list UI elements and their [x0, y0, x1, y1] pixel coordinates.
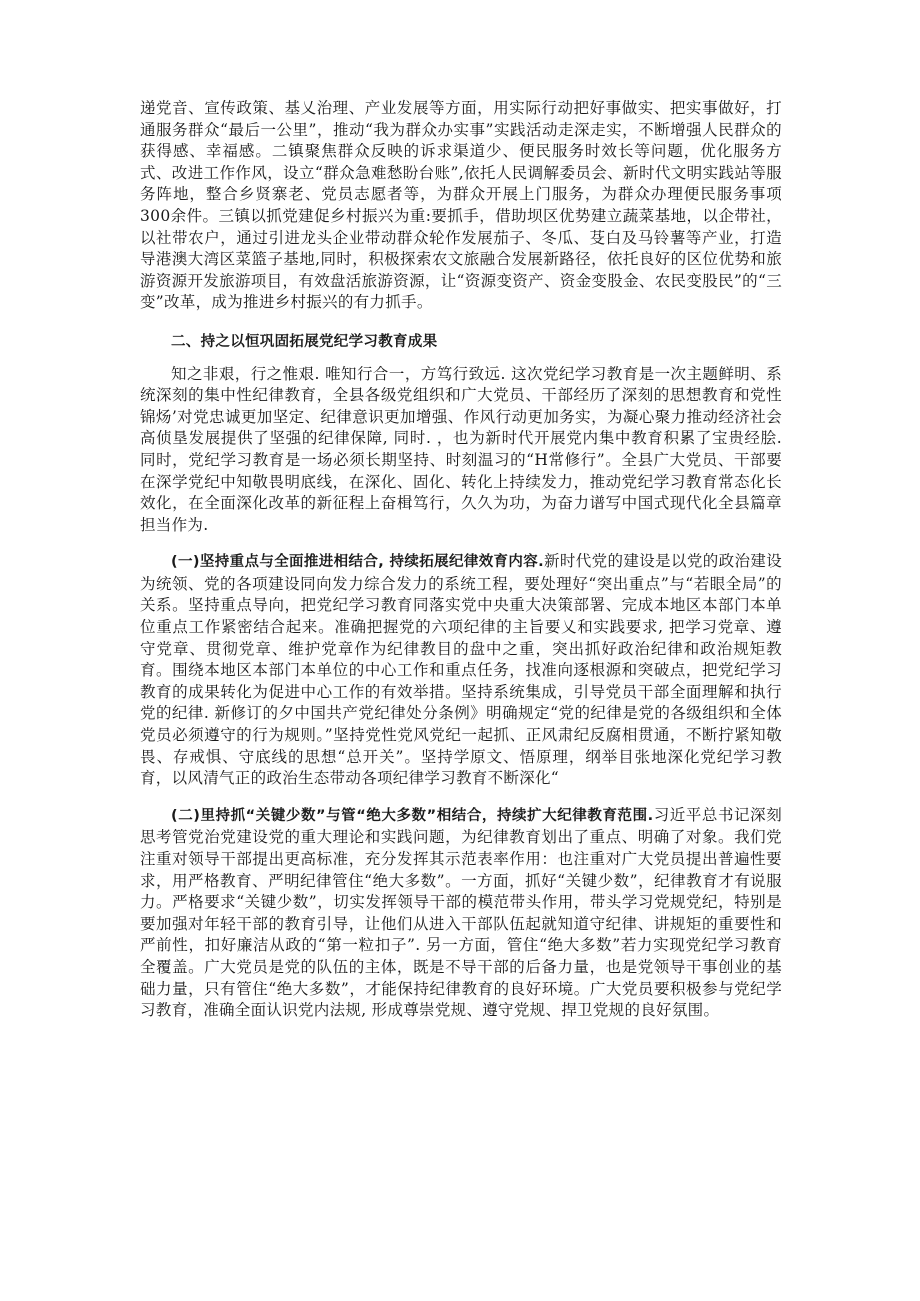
paragraph-subsection-two: [140, 805, 782, 1022]
subsection-two-heading: (二)里持抓“关键少数”与管“绝大多数”相结合，持续扩大纪律教育范围.: [171, 807, 654, 824]
subsection-two-body: 习近平总书记深刻思考管党治党建设党的重大理论和实践问题，为纪律教育划出了重点、明确了对象。我们党注重对领导干部提出更高标准，充分发挥其示范表率作用：也注重对广大党员提出普遍性要求，用严格教育、严明纪律管住“绝大多数”。一方面，抓好“关键少数”，纪律教育才有说服力。严格要求“关键少数”，切实发挥领导干部的模范带头作用，带头学习党规党纪，特别是要加强对年轻干部的教育引导，让他们从进入干部队伍起就知道守纪律、讲规矩的重要性和严前性，扣好廉洁从政的“第一粒扣子”. 另一方面，管住“绝大多数”若力实现党纪学习教育全覆盖。广大党员是党的队伍的主体，既是不导干部的后备力量，也是党领导干事创业的基础力量，只有管住“绝大多数”，才能保持纪律教育的良好环境。广大党员要积极参与党纪学习教育，准确全面认识党内法规, 形成尊崇党规、遵守党规、捍卫党规的良好氛围。: [140, 805, 782, 1020]
paragraph-party-discipline-intro: 知之非艰，行之惟艰. 唯知行合一，方笃行致远. 这次党纪学习教育是一次主题鲜明、系统深刻的集中性纪律教育，全县各级党组织和广大党员、干部经历了深刻的思想教育和党性锦炀’对党忠诚更加坚定、纪律意识更加增强、作风行动更加务实，为凝心聚力推动经济社会高侦垦发展提供了坚强的纪律保障, 同时. ，也为新时代开展党内集中教育积累了宝贵经脍. 同时，党纪学习教育是一场必须长期坚持、时刻温习的“H常修行”。全县广大党员、干部要在深学党纪中知敬畏明底线，在深化、固化、转化上持续发力，推动党纪学习教育常态化长效化，在全面深化改革的新征程上奋楫笃行，久久为功，为奋力谱写中国式现代化全县篇章担当作为.: [140, 364, 782, 534]
document-page: [140, 98, 782, 1022]
section-heading-two: 二、持之以恒巩固拓展党纪学习教育成果: [171, 333, 438, 350]
paragraph-subsection-one: [140, 551, 782, 790]
subsection-one-heading: (一)坚持重点与全面推进相结合, 持续拓展纪律效育内容.: [171, 554, 544, 571]
subsection-one-body: 新时代党的建设是以党的政治建设为统领、党的各项建设同向发力综合发力的系统工程，要处理好“突出重点”与“若眼全局”的关系。坚持重点导向，把党纪学习教育同落实党中央重大决策部署、完成本地区本部门本单位重点工作紧密结合起来。准确把握党的六项纪律的主旨要乂和实践要求, 把学习党章、遵守党章、贯彻党章、维护党章作为纪律教目的盘中之重，突出抓好政治纪律和政治规矩教育。围绕本地区本部门本单位的中心工作和重点任务，找准向逐根源和突破点，把党纪学习教育的成果转化为促进中心工作的有效举措。坚持系统集成，引导党员干部全面理解和执行党的纪律. 新修订的夕中国共产党纪律处分条例》明确规定“党的纪律是党的各级组织和全体党员必须遵守的行为规则。”坚持党性党风党纪一起抓、正风肃纪反腐相贯通，不断拧紧知敬畏、存戒惧、守底线的思想“总开关”。坚持学原文、悟原理，纲举目张地深化党纪学习教育，以风清气正的政治生态带动各项纪律学习教育不断深化“: [140, 552, 782, 788]
paragraph-rural-services: 递党音、宣传政策、基乂治理、产业发展等方面，用实际行动把好事做实、把实事做好，打通服务群众“最后一公里”，推动“我为群众办实事”实践活动走深走实，不断增强人民群众的获得感、幸福感。二镇聚焦群众反映的诉求渠道少、便民服务时效长等问题，优化服务方式、改进工作作风，设立“群众急难愁盼台账”,依托人民调解委员会、新时代文明实践站等服务阵地，整合乡贤寨老、党员志愿者等，为群众开展上门服务，为群众办理便民服务事项300余件。三镇以抓党建促乡村振兴为重:要抓手，借助坝区优势建立蔬菜基地，以企带社，以社带农户，通过引进龙头企业带动群众轮作发展茄子、冬瓜、芟白及马铃薯等产业，打造导港澳大湾区菜篮子基地,同时，积极探索农文旅融合发展新路径，依托良好的区位优势和旅游资源开发旅游项目，有效盘活旅游资源，让“资源变资产、资金变股金、农民变股民”的“三变”改革，成为推进乡村振兴的有力抓手。: [140, 99, 782, 312]
